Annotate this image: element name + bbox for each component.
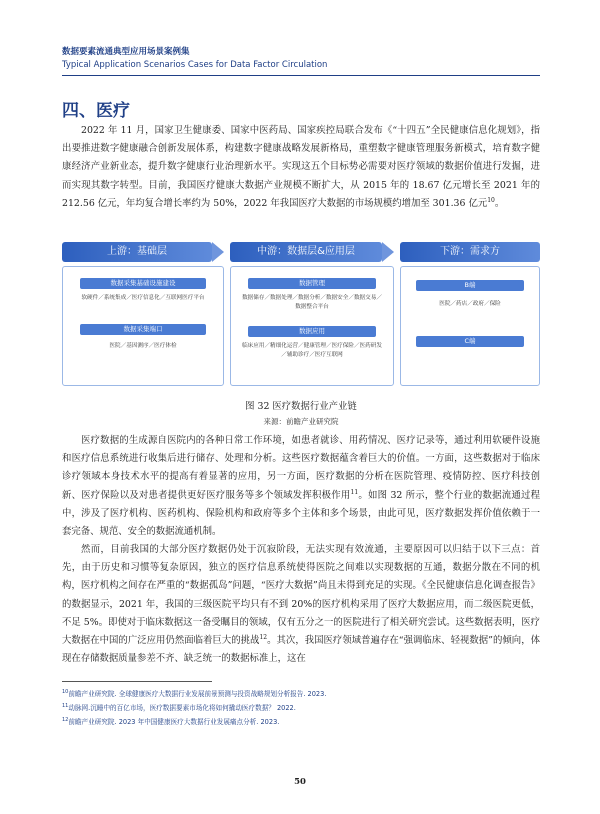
midstream-group2-label: 数据应用 bbox=[248, 326, 376, 337]
upstream-group1-label: 数据采集基础设施建设 bbox=[80, 278, 206, 289]
midstream-group1-label: 数据管理 bbox=[248, 278, 376, 289]
downstream-tab: 下游：需求方 bbox=[400, 242, 540, 262]
downstream-group2-label: C端 bbox=[416, 336, 524, 347]
paragraph-2-text-a: 医疗数据的生成源自医院内的各种日常工作环境，如患者就诊、用药情况、医疗记录等，通过利用软硬件设施和医疗信息系统进行收集后进行储存、处理和分析。这些医疗数据蕴含着巨大的价值。一方面，这些数据对于临床诊疗领域本身技术水平的提高有着显著的应用，另一方面，医疗数据的分析在医院管理、疫情防控、医疗科技创新、医疗保险以及对患者提供更好医疗服务等多个领域发挥积极作用 bbox=[62, 435, 540, 501]
footnote-11 bbox=[62, 701, 296, 713]
footnote-text: 前瞻产业研究院. 2023 年中国健康医疗大数据行业发展痛点分析. 2023. bbox=[68, 718, 280, 727]
footnote-num: 10 bbox=[62, 689, 69, 695]
footnote-num: 12 bbox=[62, 717, 69, 723]
header-rule bbox=[62, 75, 540, 76]
paragraph-2-text-b: 。如图 32 所示，整个行业的数据流通过程中，涉及了医疗机构、医药机构、保险机构和政府等多个主体和多个场景，由此可见，医疗数据发挥价值依赖于一套完备、规范、安全的数据流通机制。 bbox=[62, 489, 540, 538]
footnote-ref-12[interactable]: 12 bbox=[259, 633, 268, 641]
header-title-en: Typical Application Scenarios Cases for Data Factor Circulation bbox=[62, 60, 328, 70]
footnote-num: 11 bbox=[62, 703, 69, 709]
midstream-group2-text: 临床应用／精细化运营／健康管理／医疗保险／医药研发／辅助诊疗／医疗互联网 bbox=[242, 343, 382, 358]
paragraph-3-text-a: 然而，目前我国的大部分医疗数据仍处于沉寂阶段，无法实现有效流通，主要原因可以归结于以下三点：首先，由于历史和习惯等复杂原因，独立的医疗信息系统使得医院之间难以实现数据的互通，数据分散在不同的机构，医疗机构之间存在严重的“数据孤岛”问题，“医疗大数据”尚且未得到充足的实现。《全民健康信息化调查报告》的数据显示，2021 年，我国的三级医院平均只有不到 20%的医疗机构采用了医疗大数据应用，而二级医院更低，不足 5%。即使对于临床数据这一备受瞩目的领域，仅有五分之一的医院进行了相关研究尝试。这些数据表明，医疗大数据在中国的广泛应用仍然面临着巨大的挑战 bbox=[62, 544, 540, 647]
industry-chain-figure bbox=[62, 236, 540, 390]
upstream-group1-text: 软硬件／系统集成／医疗信息化／互联网医疗平台 bbox=[81, 295, 205, 301]
paragraph-1-text: 2022 年 11 月，国家卫生健康委、国家中医药局、国家疾控局联合发布《“十四五”全民健康信息化规划》，指出要推进数字健康融合创新发展体系，构建数字健康战略发展新格局，重塑数字健康管理服务新模式，培育数字健康经济产业新业态，提升数字健康行业治理新水平。实现这五个目标势必需要对医疗领域的数据价值进行发掘，进而实现其数字转型。目前，我国医疗健康大数据产业规模不断扩大，从 2015 年的 18.67 亿元增长至 2021 年的 212.56 亿元，年均复合增长率约为 50%，2022 年我国医疗大数据的市场规模约增加至 301.36 亿元 bbox=[62, 125, 540, 209]
paragraph-2 bbox=[62, 432, 540, 541]
figure-source: 来源：前瞻产业研究院 bbox=[263, 417, 339, 426]
section-title: 四、医疗 bbox=[62, 101, 130, 121]
footnote-ref-10[interactable]: 10 bbox=[487, 196, 495, 204]
page-number: 50 bbox=[294, 777, 306, 787]
footnote-12 bbox=[62, 715, 279, 727]
midstream-group1-text: 数据储存／数据处理／数据分析／数据安全／数据交易／数据整合平台 bbox=[242, 295, 382, 310]
paragraph-3 bbox=[62, 541, 540, 668]
header-title-cn: 数据要素流通典型应用场景案例集 bbox=[62, 47, 190, 57]
figure-caption: 图 32 医疗数据行业产业链 bbox=[245, 401, 357, 412]
downstream-group1-text: 医院／药店／政府／保险 bbox=[439, 301, 501, 307]
running-header bbox=[62, 46, 542, 76]
paragraph-1: 2022 年 11 月，国家卫生健康委、国家中医药局、国家疾控局联合发布《“十四五”全民健康信息化规划》，指出要推进数字健康融合创新发展体系，构建数字健康战略发展新格局，重塑数字健康管理服务新模式，培育数字健康经济产业新业态，提升数字健康行业治理新水平。实现这五个目标势必需要对医疗领域的数据价值进行发掘，进而实现其数字转型。目前，我国医疗健康大数据产业规模不断扩大，从 2015 年的 18.67 亿元增长至 2021 年的 212.56 亿元，年均复合增长率约为 50%，2022 年我国医疗大数据的市场规模约增加至 301.36 亿元$^{10}$。 bbox=[62, 125, 540, 209]
upstream-group2-label: 数据采集端口 bbox=[80, 324, 206, 335]
arrow-right-icon bbox=[382, 242, 394, 262]
footnote-text: 动脉网.沉睡中的百亿市场，医疗数据要素市场化将如何撬动医疗数据？ 2022. bbox=[68, 704, 296, 713]
arrow-right-icon bbox=[212, 242, 224, 262]
footnote-text: 前瞻产业研究院. 全球健康医疗大数据行业发展前景预测与投资战略规划分析报告. 2023. bbox=[68, 690, 327, 699]
downstream-group1-label: B端 bbox=[416, 280, 524, 291]
footnote-ref-11[interactable]: 11 bbox=[350, 488, 359, 496]
footnote-10 bbox=[62, 687, 326, 699]
upstream-group2-text: 医院／基因测序／医疗体检 bbox=[109, 343, 177, 349]
footnote-rule bbox=[62, 681, 212, 682]
midstream-tab: 中游：数据层&应用层 bbox=[230, 242, 382, 262]
upstream-tab: 上游：基础层 bbox=[62, 242, 212, 262]
paragraph-3-text-b: 。其次，我国医疗领域普遍存在“强调临床、轻视数据”的倾向，体现在存储数据质量参差不齐、缺乏统一的数据标准上，这在 bbox=[62, 635, 540, 665]
